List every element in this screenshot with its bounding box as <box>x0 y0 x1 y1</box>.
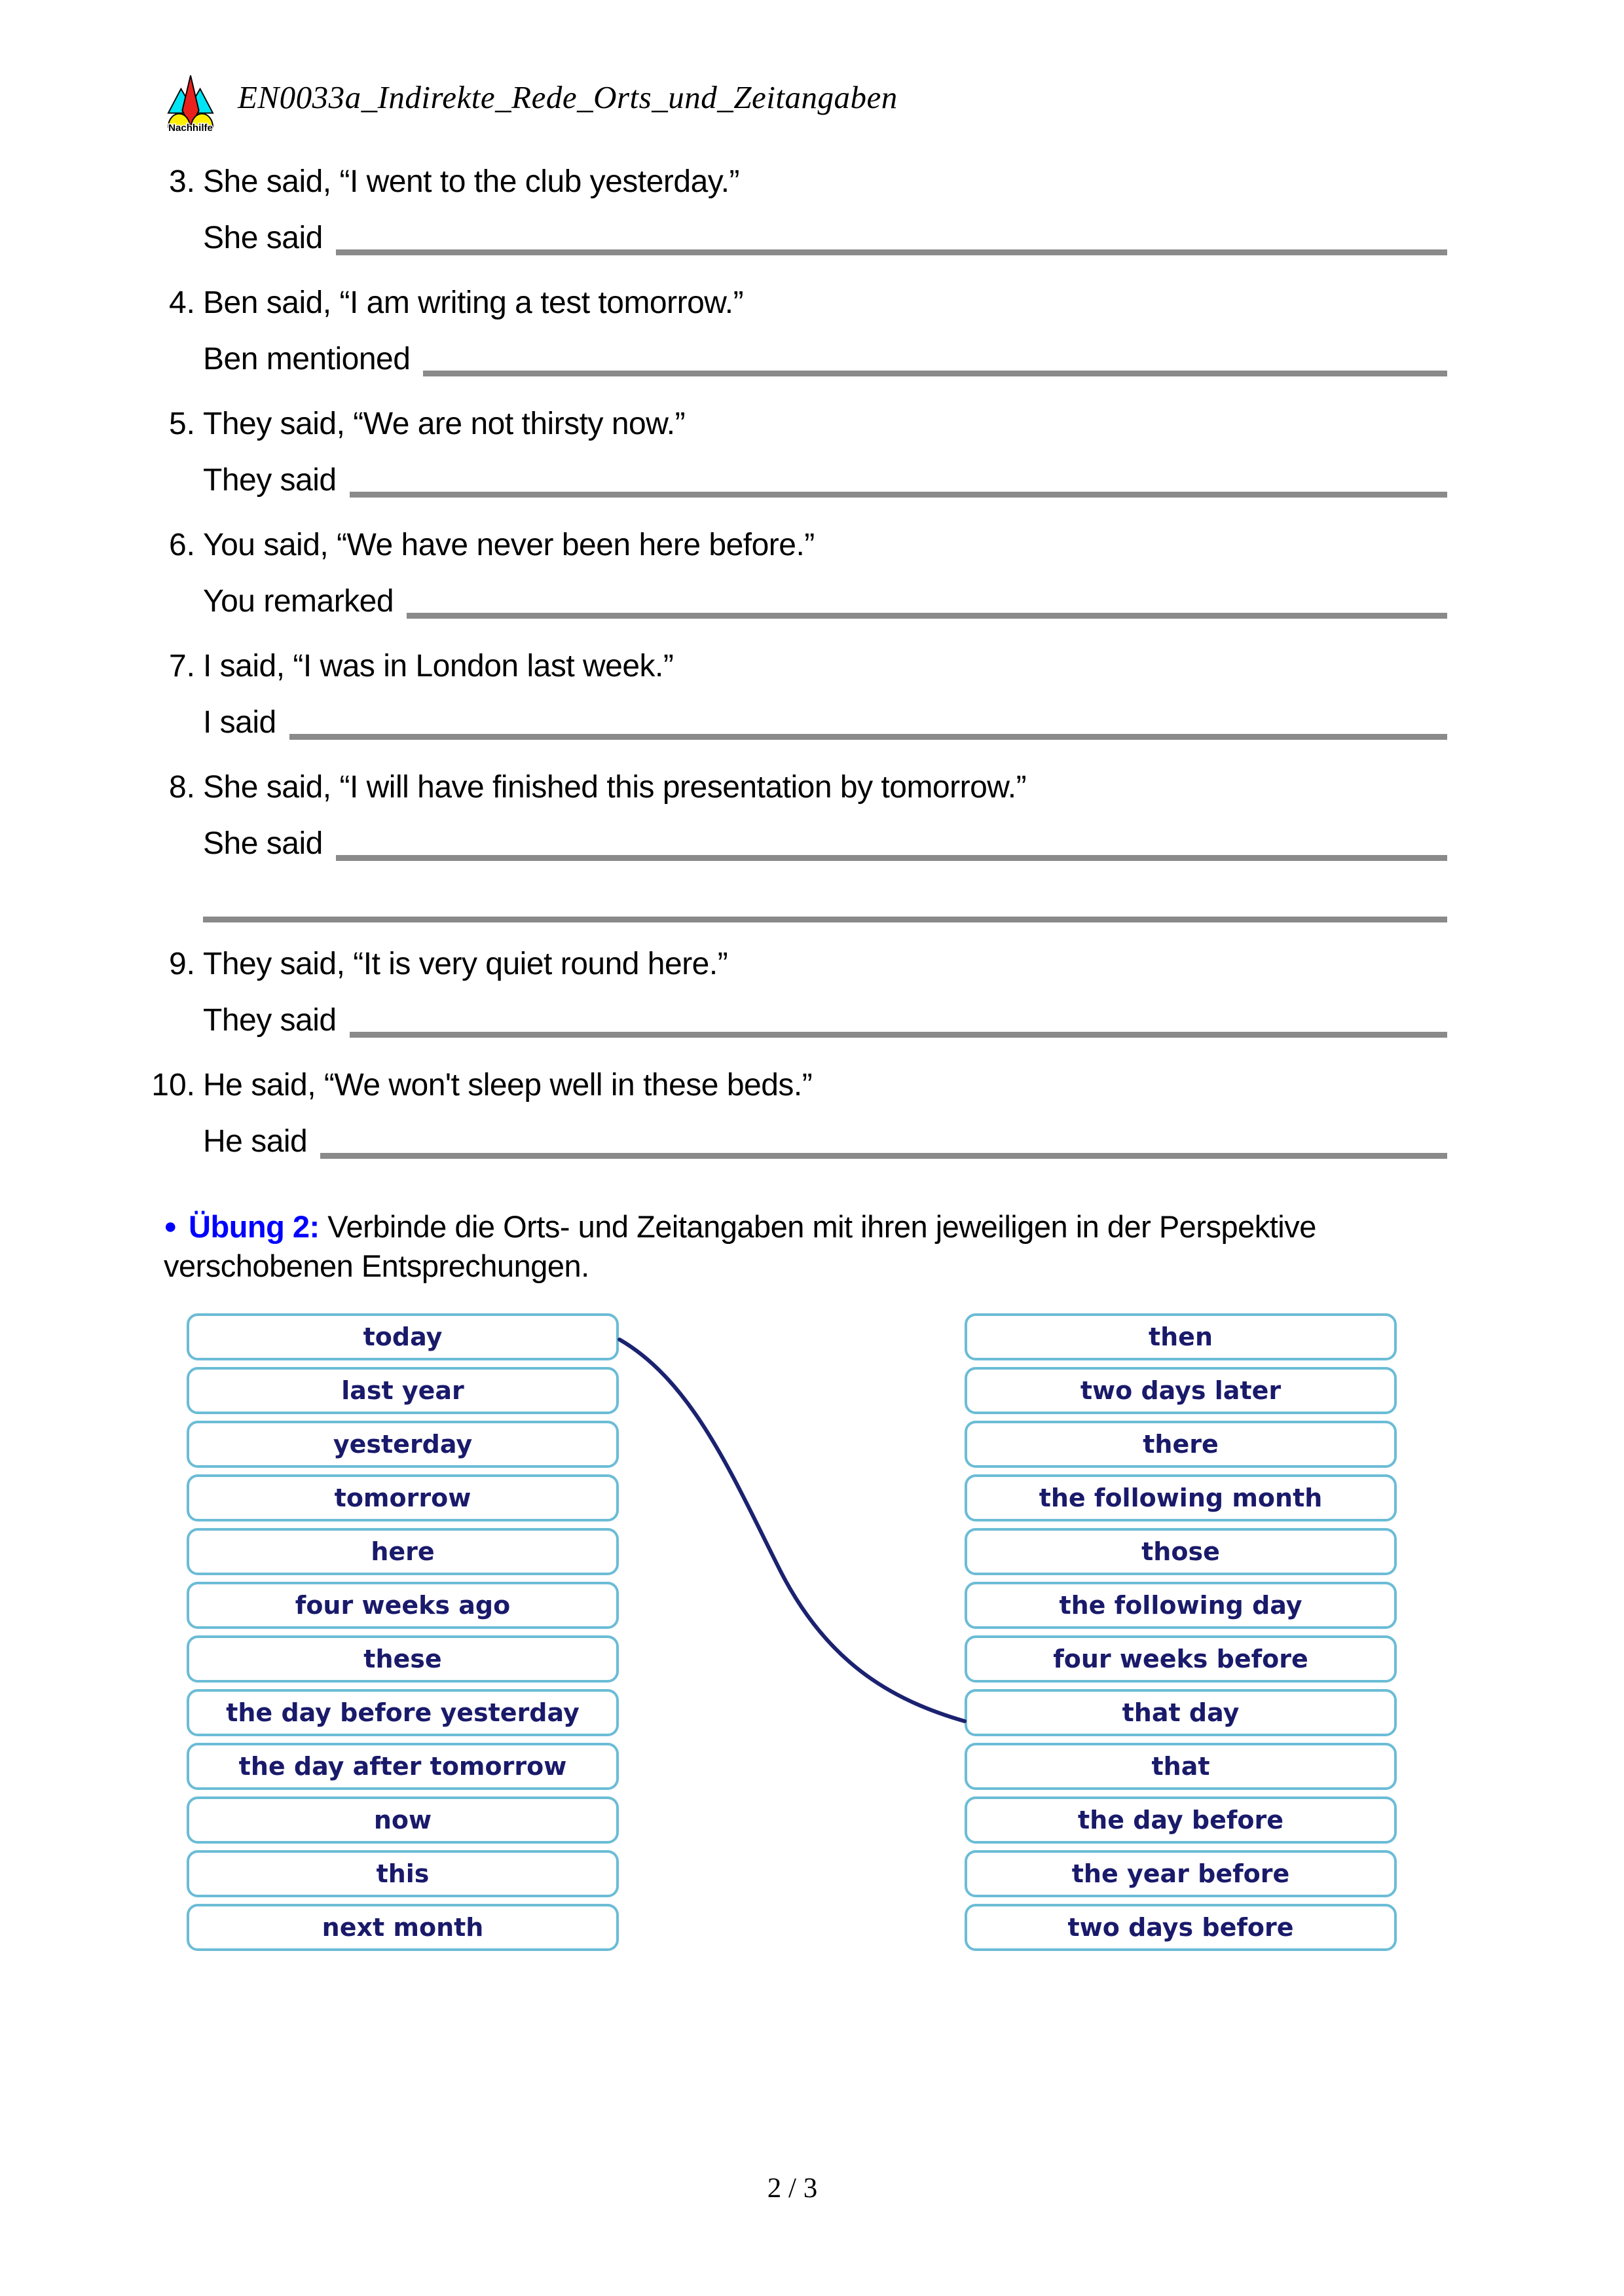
word-box-left[interactable]: four weeks ago <box>187 1582 619 1629</box>
word-box-left[interactable]: here <box>187 1528 619 1575</box>
word-box-left[interactable]: the day after tomorrow <box>187 1743 619 1790</box>
page-header <box>167 73 898 137</box>
item-number: 5. <box>168 407 195 441</box>
response-lead-in: I said <box>203 705 276 740</box>
answer-blank-line-2[interactable] <box>203 883 1447 922</box>
item-response-row <box>203 585 1447 619</box>
item-sentence: Ben said, “I am writing a test tomorrow.” <box>203 285 744 320</box>
word-box-left[interactable]: now <box>187 1796 619 1844</box>
word-box-left[interactable]: tomorrow <box>187 1474 619 1522</box>
item-number: 9. <box>168 947 195 981</box>
response-lead-in: Ben mentioned <box>203 342 411 376</box>
exercise-2-instructions <box>164 1207 1467 1286</box>
exercise-1-list <box>151 164 1447 1188</box>
word-box-right[interactable]: the day before <box>965 1796 1397 1844</box>
answer-blank-line[interactable] <box>350 458 1447 498</box>
item-response-row <box>203 827 1447 861</box>
item-sentence: He said, “We won't sleep well in these beds.” <box>203 1068 813 1102</box>
item-number: 3. <box>168 164 195 199</box>
item-response-row <box>203 1004 1447 1038</box>
answer-blank-line[interactable] <box>336 215 1447 255</box>
item-sentence: They said, “It is very quiet round here.” <box>203 947 728 981</box>
logo-text: Nachhilfe <box>168 122 213 134</box>
matching-left-column <box>187 1313 619 1958</box>
item-response-row <box>203 706 1447 740</box>
word-box-right[interactable]: there <box>965 1421 1397 1468</box>
item-response-row <box>203 464 1447 498</box>
answer-blank-line[interactable] <box>350 998 1447 1038</box>
word-box-right[interactable]: the following month <box>965 1474 1397 1522</box>
word-box-left[interactable]: this <box>187 1850 619 1897</box>
answer-blank-line[interactable] <box>320 1119 1447 1159</box>
item-number: 8. <box>168 770 195 805</box>
item-response-row <box>203 342 1447 376</box>
response-lead-in: She said <box>203 826 323 861</box>
document-title: EN0033a_Indirekte_Rede_Orts_und_Zeitangaben <box>238 79 898 115</box>
word-box-left[interactable]: these <box>187 1635 619 1683</box>
word-box-left[interactable]: next month <box>187 1904 619 1951</box>
response-lead-in: You remarked <box>203 584 394 619</box>
word-box-right[interactable]: the following day <box>965 1582 1397 1629</box>
response-lead-in: She said <box>203 221 323 255</box>
answer-blank-line[interactable] <box>407 579 1447 619</box>
word-box-left[interactable]: today <box>187 1313 619 1360</box>
bullet-icon: ● <box>164 1214 177 1239</box>
word-box-right[interactable]: those <box>965 1528 1397 1575</box>
exercise-item <box>151 1067 1447 1188</box>
item-number: 4. <box>168 285 195 320</box>
exercise-item <box>168 769 1447 946</box>
word-box-left[interactable]: yesterday <box>187 1421 619 1468</box>
exercise-item <box>168 946 1447 1067</box>
item-response-row <box>203 1125 1447 1159</box>
word-box-right[interactable]: two days later <box>965 1367 1397 1414</box>
item-sentence: They said, “We are not thirsty now.” <box>203 407 686 441</box>
word-box-right[interactable]: then <box>965 1313 1397 1360</box>
exercise-item <box>168 648 1447 769</box>
answer-blank-line[interactable] <box>423 337 1447 376</box>
item-sentence: You said, “We have never been here before.” <box>203 528 815 562</box>
response-lead-in: They said <box>203 1003 337 1038</box>
exercise-item <box>168 406 1447 527</box>
answer-blank-line[interactable] <box>289 700 1447 740</box>
nachhilfe-logo-icon <box>167 73 214 137</box>
item-response-row <box>203 221 1447 255</box>
response-lead-in: He said <box>203 1124 308 1159</box>
exercise-item <box>168 285 1447 406</box>
word-box-left[interactable]: last year <box>187 1367 619 1414</box>
item-sentence: I said, “I was in London last week.” <box>203 649 674 683</box>
item-number: 6. <box>168 528 195 562</box>
exercise-2-label: Übung 2: <box>189 1209 320 1244</box>
item-sentence: She said, “I went to the club yesterday.” <box>203 164 740 199</box>
page-number: 2 / 3 <box>767 2173 818 2204</box>
answer-blank-line[interactable] <box>336 821 1447 861</box>
exercise-item <box>168 527 1447 648</box>
item-number: 10. <box>151 1068 195 1102</box>
item-number: 7. <box>168 649 195 683</box>
item-sentence: She said, “I will have finished this presentation by tomorrow.” <box>203 770 1027 805</box>
word-box-right[interactable]: that day <box>965 1689 1397 1736</box>
word-box-right[interactable]: that <box>965 1743 1397 1790</box>
matching-right-column <box>965 1313 1397 1958</box>
word-box-left[interactable]: the day before yesterday <box>187 1689 619 1736</box>
exercise-2-instruction-text: Verbinde die Orts- und Zeitangaben mit ihren jeweiligen in der Perspektive verschobenen Entsprechungen. <box>164 1209 1316 1283</box>
word-box-right[interactable]: two days before <box>965 1904 1397 1951</box>
exercise-item <box>168 164 1447 285</box>
response-lead-in: They said <box>203 463 337 498</box>
word-box-right[interactable]: the year before <box>965 1850 1397 1897</box>
word-box-right[interactable]: four weeks before <box>965 1635 1397 1683</box>
